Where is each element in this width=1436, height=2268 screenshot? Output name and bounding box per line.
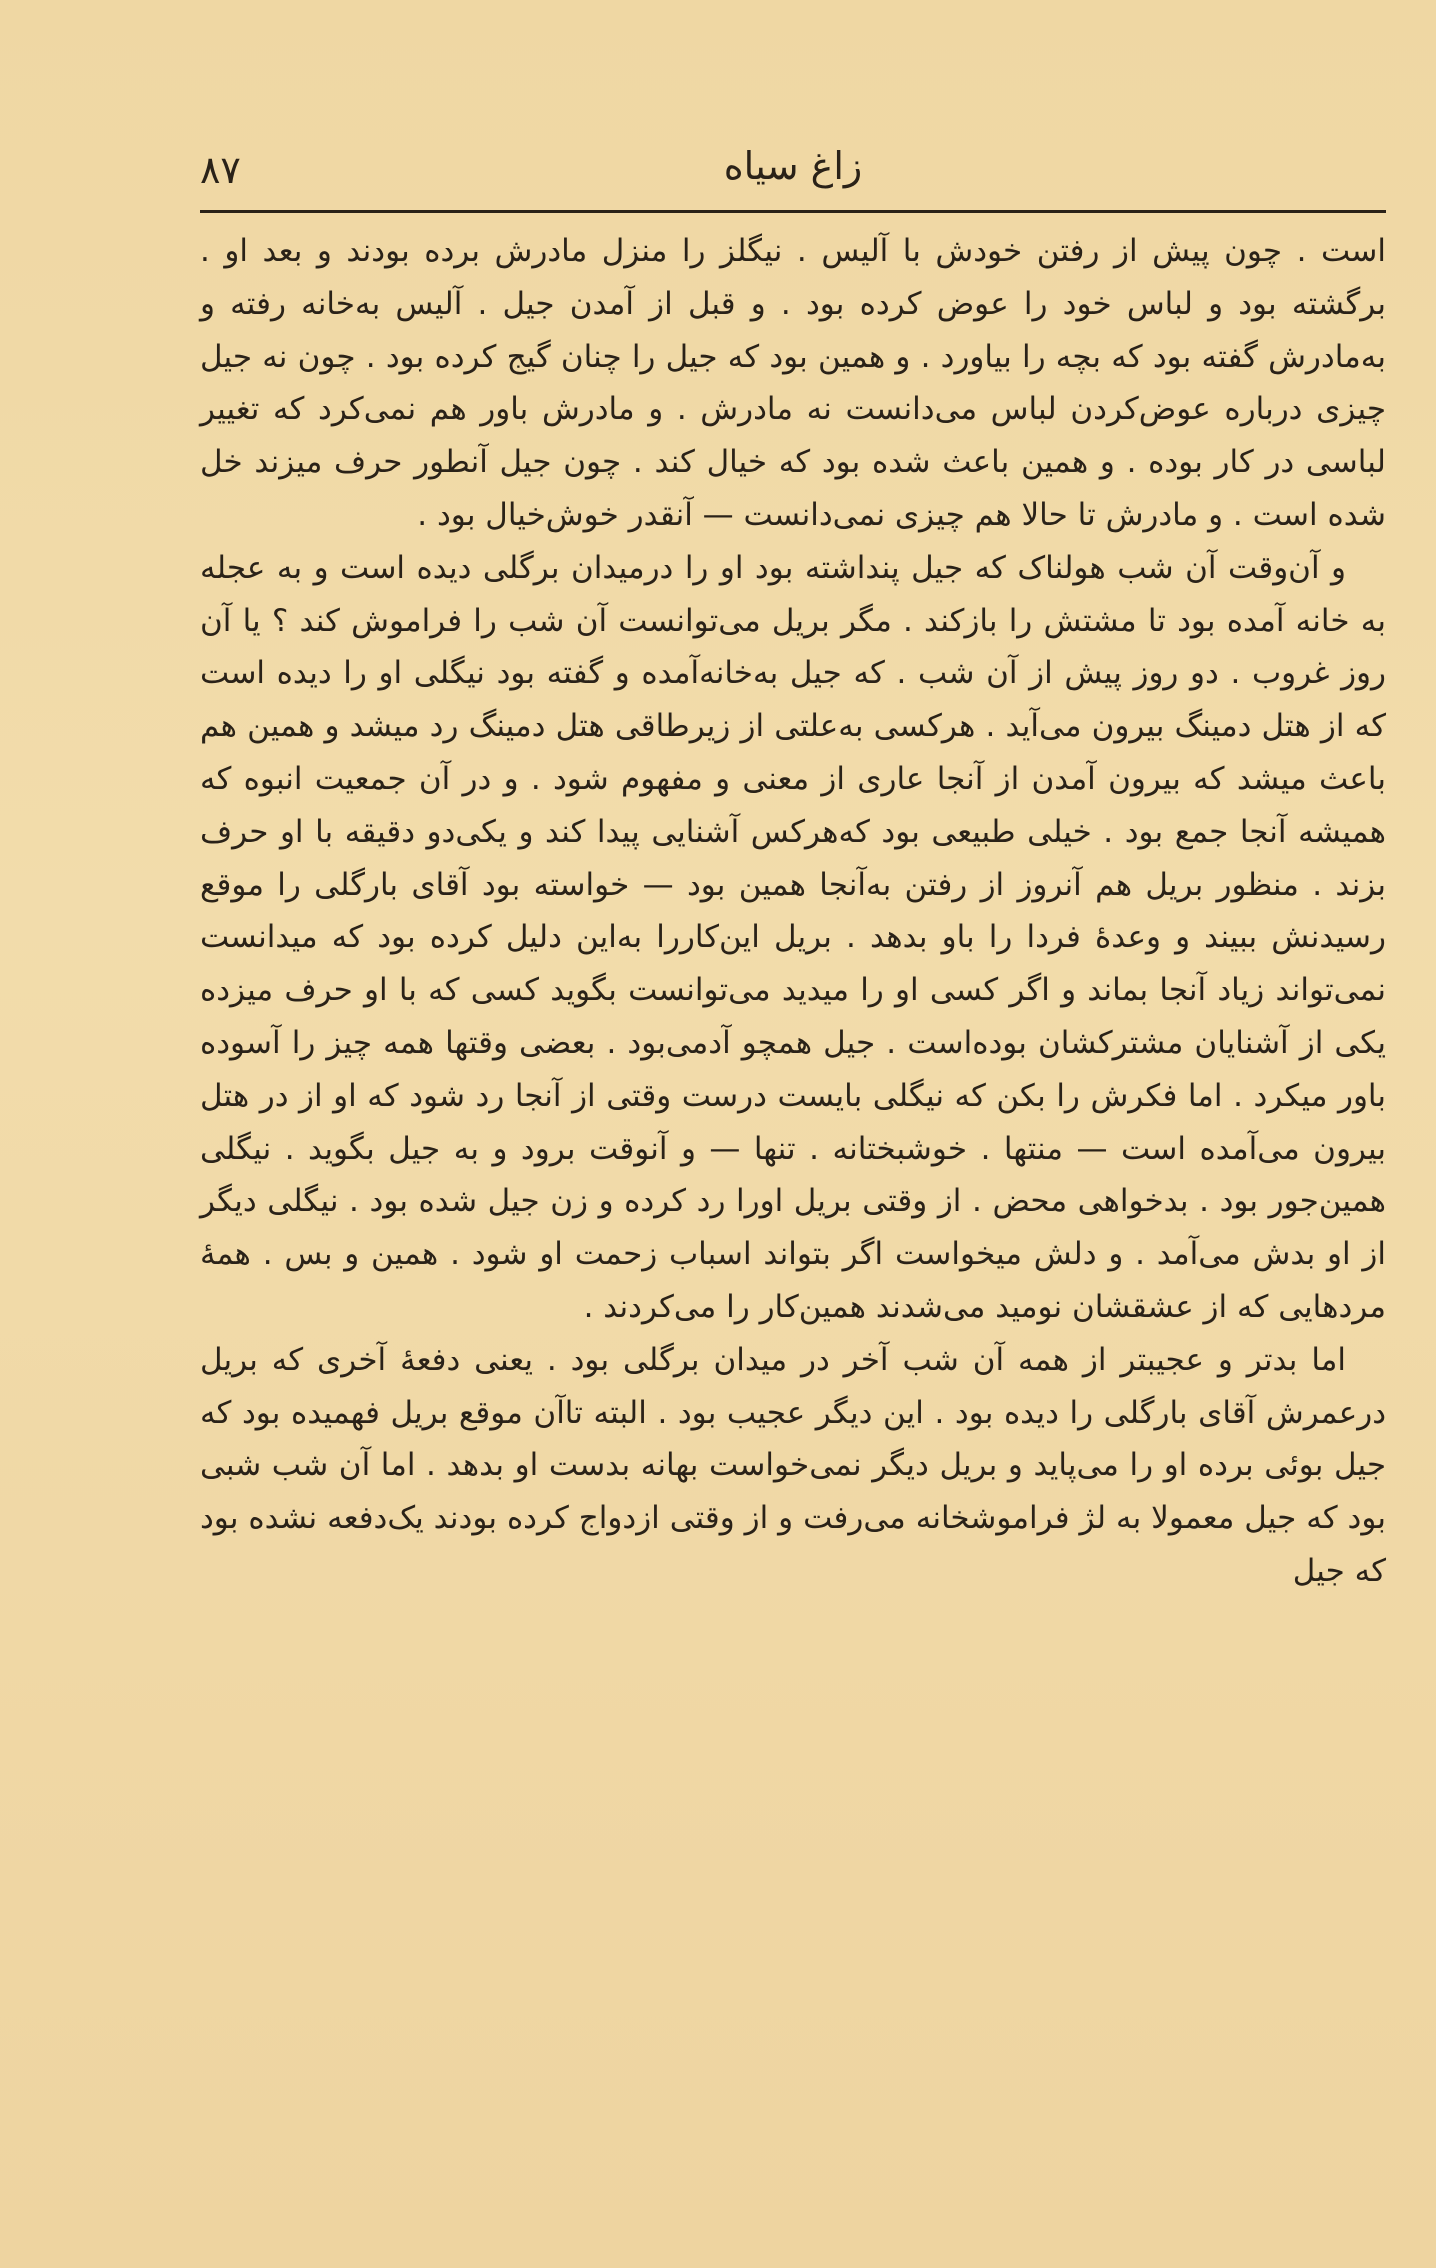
body-text <box>200 225 1386 1598</box>
header-rule <box>200 210 1386 213</box>
page-number: ۸۷ <box>200 148 241 192</box>
page-header <box>200 140 1386 210</box>
paragraph: است . چون پیش از رفتن خودش با آلیس . نیگلز را منزل مادرش برده بودند و بعد او . برگشته بود و لباس خود را عوض کرده بود . و قبل از آمدن جیل . آلیس به‌خانه رفته و به‌مادرش گفته بود که بچه را بیاورد . و همین بود که جیل را چنان گیج کرده بود . چون نه جیل چیزی درباره عوض‌کردن لباس می‌دانست نه مادرش . و مادرش باور هم نمی‌کرد که تغییر لباسی در کار بوده . و همین باعث شده بود که خیال کند . چون جیل آنطور حرف میزند خل شده است . و مادرش تا حالا هم چیزی نمی‌دانست — آنقدر خوش‌خیال بود . <box>200 233 1386 533</box>
paragraph: و آن‌وقت آن شب هولناک که جیل پنداشته بود او را درمیدان برگلی دیده است و به عجله به خانه آمده بود تا مشتش را بازکند . مگر بریل می‌توانست آن شب را فراموش کند ؟ یا آن روز غروب . دو روز پیش از آن شب . که جیل به‌خانه‌آمده و گفته بود نیگلی او را دیده است که از هتل دمینگ بیرون می‌آید . هرکسی به‌علتی از زیرطاقی هتل دمینگ رد میشد و همین هم باعث میشد که بیرون آمدن از آنجا عاری از معنی و مفهوم شود . و در آن جمعیت انبوه که همیشه آنجا جمع بود . خیلی طبیعی بود که‌هرکس آشنایی پیدا کند و یکی‌دو دقیقه با او حرف بزند . منظور بریل هم آنروز از رفتن به‌آنجا همین بود — خواسته بود آقای بارگلی را موقع رسیدنش ببیند و وعدهٔ فردا را باو بدهد . بریل این‌کاررا به‌این دلیل کرده بود که میدانست نمی‌تواند زیاد آنجا بماند و اگر کسی او را میدید می‌توانست بگوید کسی که با او حرف میزده یکی از آشنایان مشترکشان بوده‌است . جیل همچو آدمی‌بود . بعضی وقتها همه چیز را آسوده باور میکرد . اما فکرش را بکن که نیگلی بایست درست وقتی از آنجا رد شود که او از در هتل بیرون می‌آمده است — منتها . خوشبختانه . تنها — و آنوقت برود و به جیل بگوید . نیگلی همین‌جور بود . بدخواهی محض . از وقتی بریل اورا رد کرده و زن جیل شده بود . نیگلی دیگر از او بدش می‌آمد . و دلش میخواست اگر بتواند اسباب زحمت او شود . همین و بس . همهٔ مردهایی که از عشقشان نومید می‌شدند همین‌کار را می‌کردند . <box>200 549 1386 1325</box>
paragraph: اما بدتر و عجیبتر از همه آن شب آخر در میدان برگلی بود . یعنی دفعهٔ آخری که بریل درعمرش آقای بارگلی را دیده بود . این دیگر عجیب بود . البته تاآن موقع بریل فهمیده بود که جیل بوئی برده او را می‌پاید و بریل دیگر نمی‌خواست بهانه بدست او بدهد . اما آن شب شبی بود که جیل معمولا به لژ فراموشخانه می‌رفت و از وقتی ازدواج کرده بودند یک‌دفعه نشده بود که جیل <box>200 1341 1386 1589</box>
running-title: زاغ سیاه <box>723 144 863 188</box>
